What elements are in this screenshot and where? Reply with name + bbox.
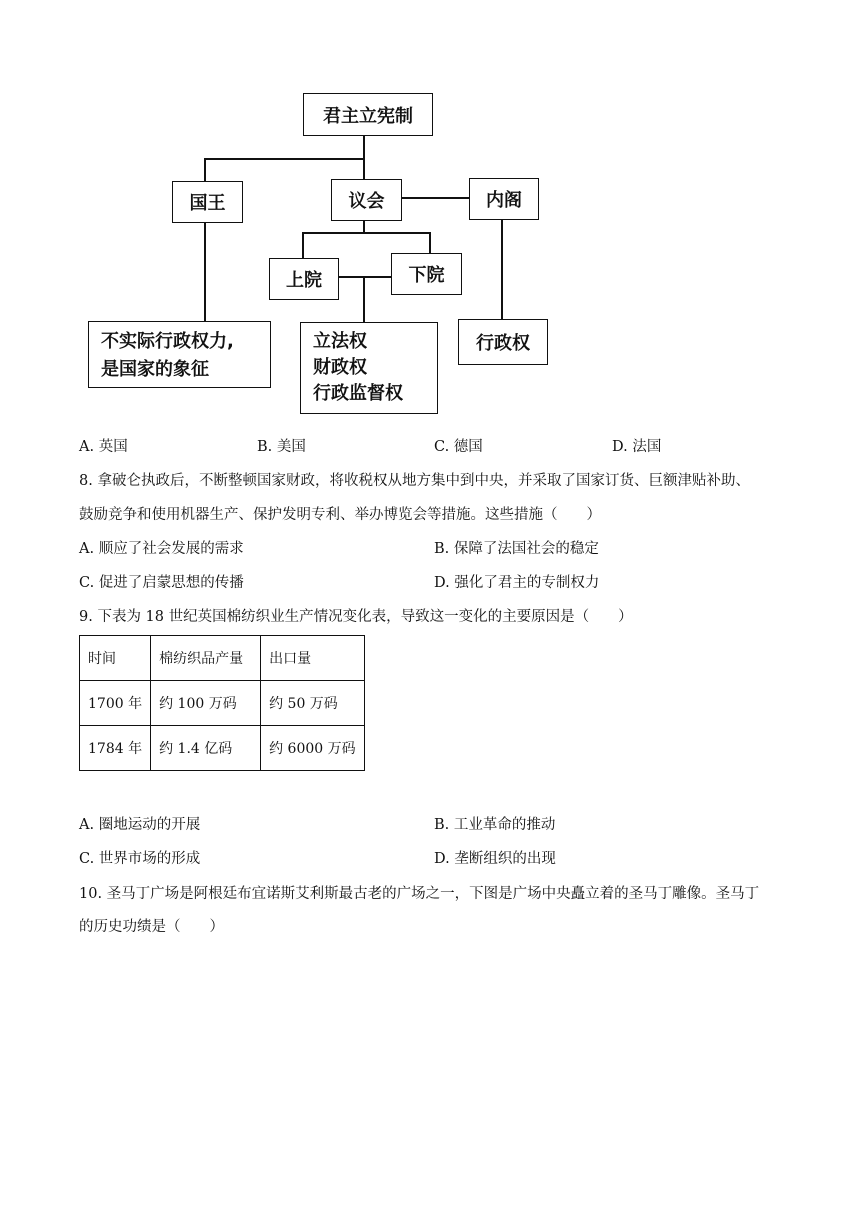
parliament-power-line-3: 行政监督权 <box>313 383 403 404</box>
table-cell: 1784 年 <box>80 726 151 771</box>
king-power-line-2: 是国家的象征 <box>101 359 209 380</box>
table-cell: 约 6000 万码 <box>261 726 365 771</box>
connector-line <box>204 222 206 322</box>
q8-option-d: D. 强化了君主的专制权力 <box>434 575 600 591</box>
connector-line <box>429 232 431 254</box>
q9-option-d: D. 垄断组织的出现 <box>434 851 556 867</box>
connector-line <box>501 218 503 320</box>
parliament-box: 议会 <box>331 179 402 221</box>
q9-option-a: A. 圈地运动的开展 <box>79 817 201 833</box>
q7-option-c: C. 德国 <box>434 439 483 455</box>
table-header-cell: 棉纺织品产量 <box>151 636 261 681</box>
q9-option-c: C. 世界市场的形成 <box>79 851 201 867</box>
q9-stem: 9. 下表为 18 世纪英国棉纺织业生产情况变化表，导致这一变化的主要原因是（ ） <box>79 609 633 625</box>
q8-stem-line-1: 8. 拿破仑执政后，不断整顿国家财政，将收税权从地方集中到中央，并采取了国家订货、巨额津贴补助、 <box>79 473 750 489</box>
q8-stem-line-2: 鼓励竞争和使用机器生产、保护发明专利、举办博览会等措施。这些措施（ ） <box>79 507 601 523</box>
connector-line <box>302 232 430 234</box>
table-row <box>80 726 365 771</box>
king-box: 国王 <box>172 181 243 223</box>
connector-line <box>204 158 206 182</box>
parliament-power-line-1: 立法权 <box>313 331 367 352</box>
table-header-cell: 出口量 <box>261 636 365 681</box>
connector-line <box>302 232 304 259</box>
cotton-production-table <box>79 635 365 771</box>
cabinet-power-box: 行政权 <box>458 319 548 365</box>
q10-stem-line-1: 10. 圣马丁广场是阿根廷布宜诺斯艾利斯最古老的广场之一，下图是广场中央矗立着的圣马丁雕像。圣马丁 <box>79 886 760 902</box>
connector-line <box>338 276 392 278</box>
q7-option-d: D. 法国 <box>612 439 662 455</box>
parliament-power-line-2: 财政权 <box>313 357 367 378</box>
table-header-row <box>80 636 365 681</box>
king-power-box <box>88 321 271 388</box>
king-power-line-1: 不实际行政权力, <box>101 331 234 352</box>
q8-option-b: B. 保障了法国社会的稳定 <box>434 541 599 557</box>
q8-option-a: A. 顺应了社会发展的需求 <box>79 541 244 557</box>
table-cell: 约 50 万码 <box>261 681 365 726</box>
table-cell: 1700 年 <box>80 681 151 726</box>
table-cell: 约 100 万码 <box>151 681 261 726</box>
table-cell: 约 1.4 亿码 <box>151 726 261 771</box>
connector-line <box>401 197 471 199</box>
lower-house-box: 下院 <box>391 253 462 295</box>
upper-house-box: 上院 <box>269 258 339 300</box>
connector-line <box>204 158 365 160</box>
q10-stem-line-2: 的历史功绩是（ ） <box>79 919 224 935</box>
table-header-cell: 时间 <box>80 636 151 681</box>
q7-option-b: B. 美国 <box>257 439 306 455</box>
connector-line <box>363 276 365 323</box>
monarchy-box: 君主立宪制 <box>303 93 433 136</box>
table-row <box>80 681 365 726</box>
q9-option-b: B. 工业革命的推动 <box>434 817 556 833</box>
cabinet-box: 内阁 <box>469 178 539 220</box>
q8-option-c: C. 促进了启蒙思想的传播 <box>79 575 244 591</box>
q7-option-a: A. 英国 <box>79 439 128 455</box>
parliament-power-box <box>300 322 438 414</box>
